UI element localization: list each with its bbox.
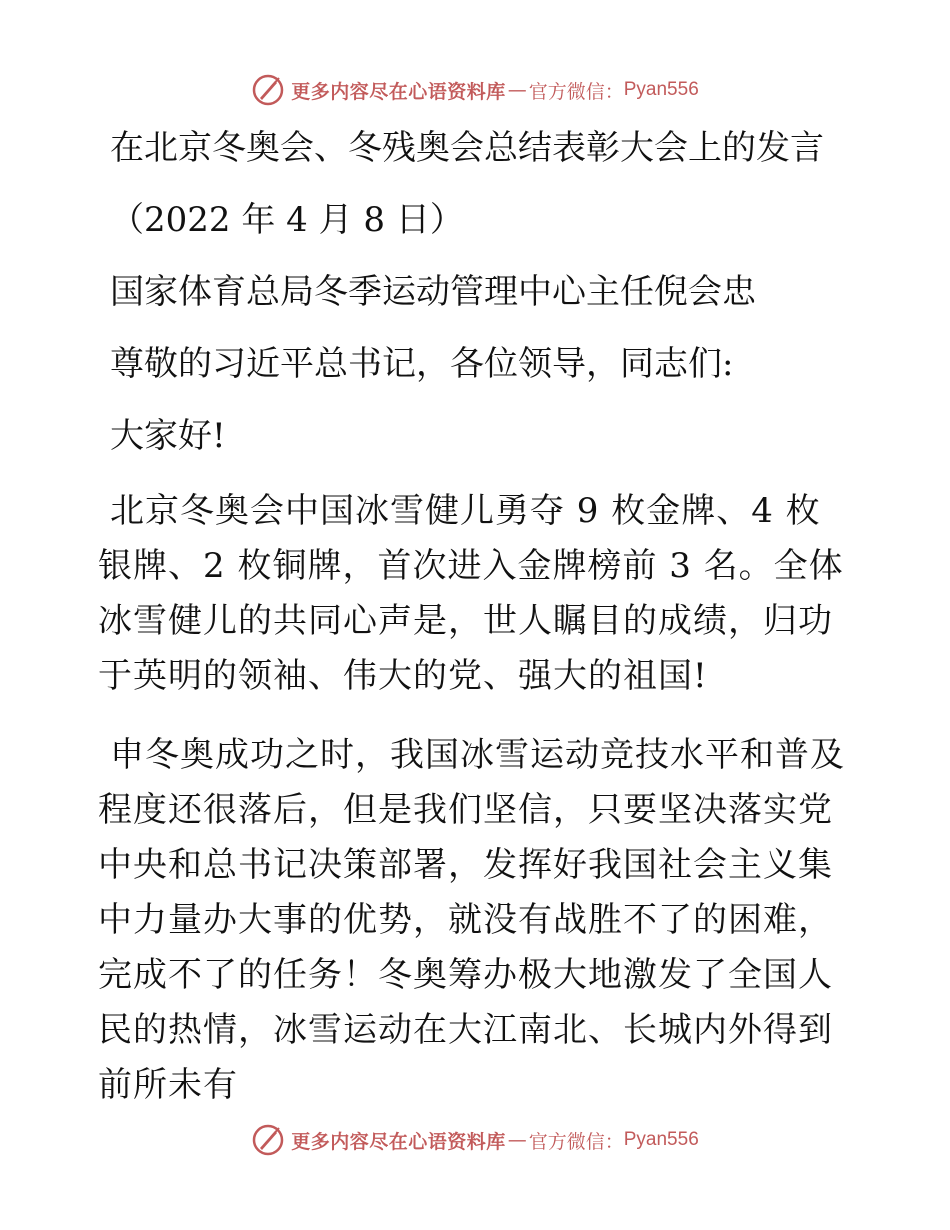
footer-watermark — [0, 1120, 950, 1160]
watermark-wechat-label: 官方微信： — [528, 1130, 624, 1153]
document-greeting: 大家好! — [110, 416, 226, 456]
document-salutation: 尊敬的习近平总书记，各位领导，同志们: — [110, 344, 734, 384]
document-date: （2022 年 4 月 8 日） — [110, 200, 464, 240]
document-title: 在北京冬奥会、冬残奥会总结表彰大会上的发言 — [110, 128, 824, 168]
paragraph-1: 北京冬奥会中国冰雪健儿勇夺 9 枚金牌、4 枚银牌、2 枚铜牌，首次进入金牌榜前 3 名。全体冰雪健儿的共同心声是，世人瞩目的成绩，归功于英明的领袖、伟大的党、强大的祖国! — [98, 491, 844, 696]
quill-logo-icon — [251, 1123, 285, 1157]
watermark-dash: — — [507, 1129, 527, 1151]
watermark-main-text: 更多内容尽在心语资料库 — [291, 1130, 506, 1153]
watermark-wechat-label: 官方微信： — [528, 80, 624, 103]
watermark-main-text: 更多内容尽在心语资料库 — [291, 80, 506, 103]
document-author: 国家体育总局冬季运动管理中心主任倪会忠 — [110, 272, 756, 312]
header-watermark — [0, 70, 950, 110]
quill-logo-icon — [251, 73, 285, 107]
watermark-dash: — — [507, 79, 527, 101]
paragraph-2: 申冬奥成功之时，我国冰雪运动竞技水平和普及程度还很落后，但是我们坚信，只要坚决落实党中央和总书记决策部署，发挥好我国社会主义集中力量办大事的优势，就没有战胜不了的困难，完成不了的任务！冬奥筹办极大地激发了全国人民的热情，冰雪运动在大江南北、长城内外得到前所未有 — [98, 735, 845, 1105]
watermark-wechat-id: Pyan556 — [623, 79, 699, 100]
document-body — [98, 124, 858, 1137]
watermark-wechat-id: Pyan556 — [623, 1129, 699, 1150]
